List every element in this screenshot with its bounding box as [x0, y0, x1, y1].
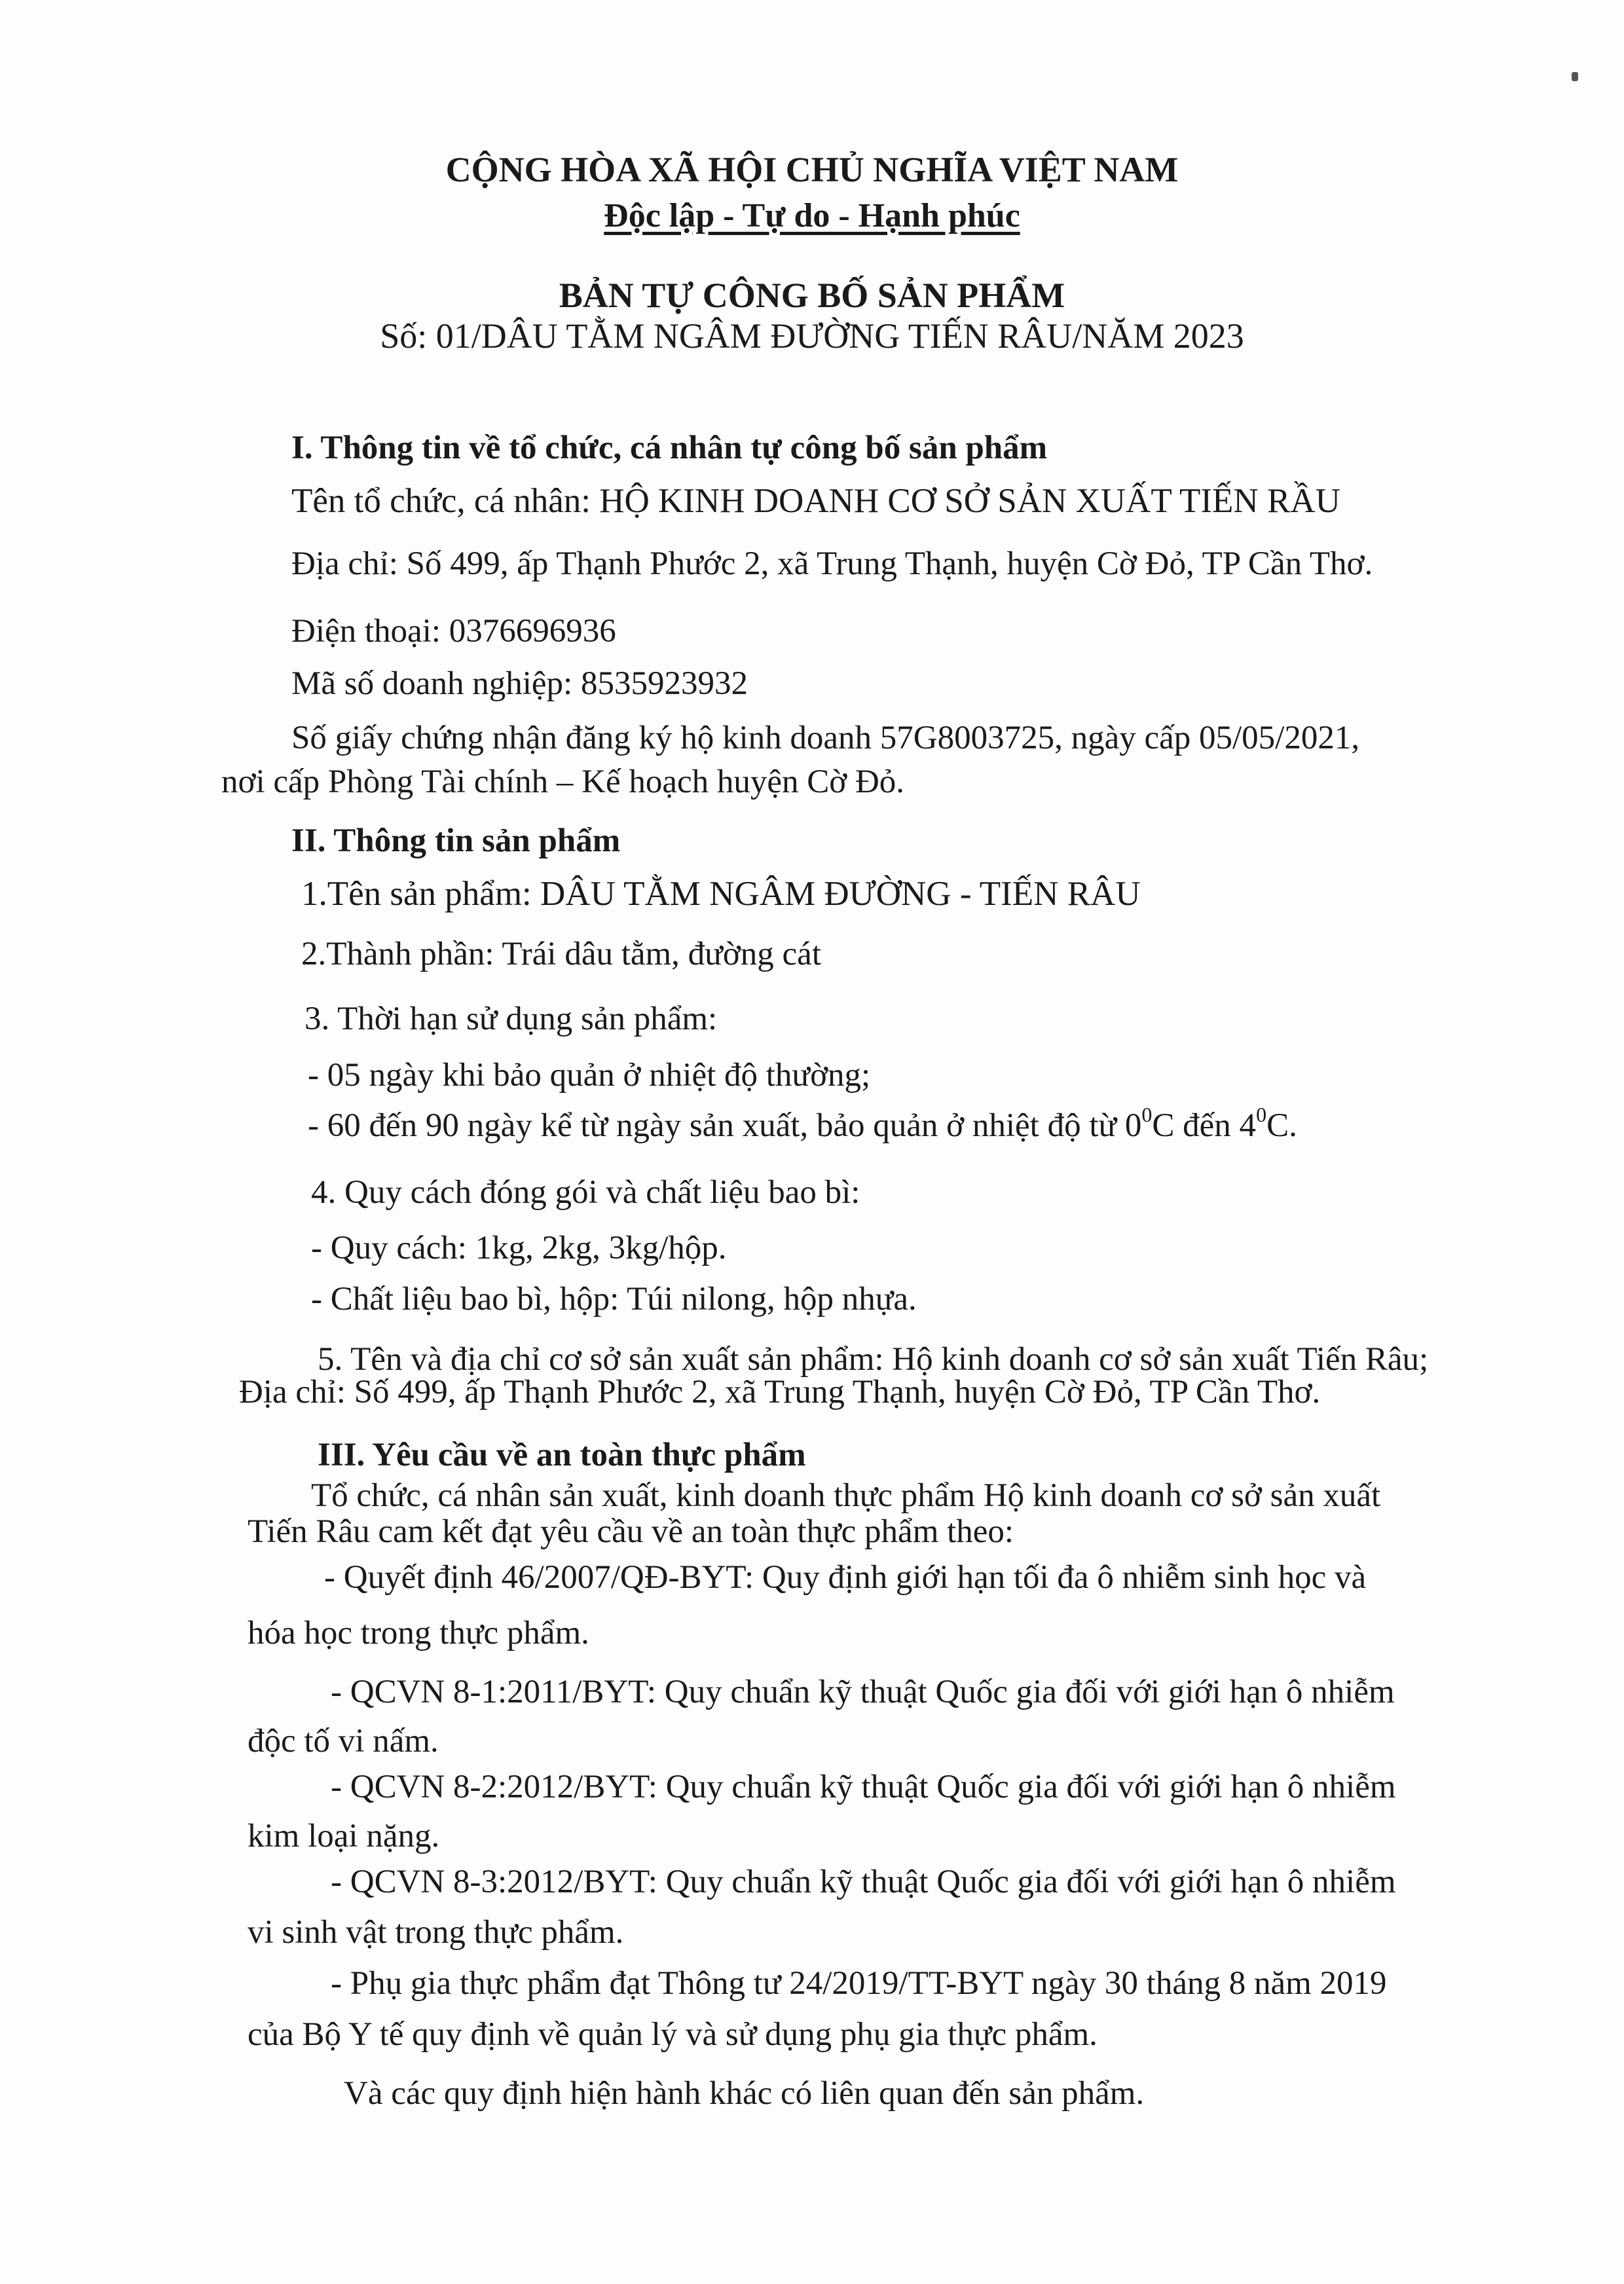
- regulation-5-line-2: của Bộ Y tế quy định về quản lý và sử dụng phụ gia thực phẩm.: [248, 2016, 1098, 2053]
- regulation-2-line-2: độc tố vi nấm.: [248, 1723, 439, 1759]
- food-safety-intro-2: Tiến Râu cam kết đạt yêu cầu về an toàn thực phẩm theo:: [248, 1513, 1014, 1550]
- regulation-1-line-1: - Quyết định 46/2007/QĐ-BYT: Quy định giới hạn tối đa ô nhiễm sinh học và: [324, 1559, 1367, 1596]
- degree-superscript: 0: [1256, 1103, 1267, 1126]
- org-phone: Điện thoại: 0376696936: [291, 613, 616, 650]
- degree-superscript: 0: [1141, 1103, 1153, 1126]
- regulation-4-line-1: - QCVN 8-3:2012/BYT: Quy chuẩn kỹ thuật Quốc gia đối với giới hạn ô nhiễm: [331, 1864, 1396, 1900]
- packing-item-1: - Quy cách: 1kg, 2kg, 3kg/hộp.: [311, 1230, 727, 1266]
- product-ingredients: 2.Thành phần: Trái dâu tằm, đường cát: [301, 936, 821, 972]
- regulation-2-line-1: - QCVN 8-1:2011/BYT: Quy chuẩn kỹ thuật Quốc gia đối với giới hạn ô nhiễm: [331, 1674, 1395, 1710]
- shelf-life-text-b: C đến 4: [1152, 1107, 1257, 1144]
- regulation-1-line-2: hóa học trong thực phẩm.: [248, 1615, 589, 1651]
- shelf-life-text-c: C.: [1266, 1107, 1297, 1144]
- section2-heading: II. Thông tin sản phẩm: [291, 822, 621, 859]
- shelf-life-heading: 3. Thời hạn sử dụng sản phẩm:: [304, 1001, 718, 1037]
- shelf-life-text-a: - 60 đến 90 ngày kể từ ngày sản xuất, bảo quản ở nhiệt độ từ 0: [308, 1107, 1142, 1144]
- food-safety-intro-1: Tổ chức, cá nhân sản xuất, kinh doanh thực phẩm Hộ kinh doanh cơ sở sản xuất: [311, 1477, 1381, 1514]
- license-line-2: nơi cấp Phòng Tài chính – Kế hoạch huyện Cờ Đỏ.: [221, 764, 905, 800]
- section1-heading: I. Thông tin về tổ chức, cá nhân tự công bố sản phẩm: [291, 430, 1048, 466]
- org-name: Tên tổ chức, cá nhân: HỘ KINH DOANH CƠ SỞ SẢN XUẤT TIẾN RẦU: [291, 482, 1340, 520]
- country-header: CỘNG HÒA XÃ HỘI CHỦ NGHĨA VIỆT NAM: [445, 150, 1179, 189]
- section3-heading: III. Yêu cầu về an toàn thực phẩm: [318, 1437, 806, 1473]
- product-name: 1.Tên sản phẩm: DÂU TẰM NGÂM ĐƯỜNG - TIẾN RÂU: [301, 875, 1141, 913]
- org-address: Địa chỉ: Số 499, ấp Thạnh Phước 2, xã Trung Thạnh, huyện Cờ Đỏ, TP Cần Thơ.: [291, 545, 1373, 582]
- license-line-1: Số giấy chứng nhận đăng ký hộ kinh doanh 57G8003725, ngày cấp 05/05/2021,: [291, 720, 1360, 756]
- producer-line-1: 5. Tên và địa chỉ cơ sở sản xuất sản phẩm: Hộ kinh doanh cơ sở sản xuất Tiến Râu;: [318, 1341, 1429, 1378]
- regulation-3-line-2: kim loại nặng.: [248, 1818, 440, 1854]
- document-number: Số: 01/DÂU TẰM NGÂM ĐƯỜNG TIẾN RÂU/NĂM 2023: [380, 316, 1244, 356]
- regulation-4-line-2: vi sinh vật trong thực phẩm.: [248, 1914, 624, 1951]
- packing-item-2: - Chất liệu bao bì, hộp: Túi nilong, hộp nhựa.: [311, 1281, 917, 1317]
- shelf-life-item-2: [308, 1103, 1297, 1145]
- shelf-life-item-1: - 05 ngày khi bảo quản ở nhiệt độ thường;: [308, 1057, 871, 1094]
- packing-heading: 4. Quy cách đóng gói và chất liệu bao bì:: [311, 1174, 860, 1211]
- regulation-5-line-1: - Phụ gia thực phẩm đạt Thông tư 24/2019/TT-BYT ngày 30 tháng 8 năm 2019: [331, 1965, 1387, 2002]
- org-tax-code: Mã số doanh nghiệp: 8535923932: [291, 665, 748, 702]
- scan-speck: [1572, 72, 1578, 81]
- document-title: BẢN TỰ CÔNG BỐ SẢN PHẨM: [559, 276, 1065, 315]
- closing-statement: Và các quy định hiện hành khác có liên quan đến sản phẩm.: [344, 2075, 1145, 2112]
- motto: Độc lập - Tự do - Hạnh phúc: [604, 197, 1020, 234]
- regulation-3-line-1: - QCVN 8-2:2012/BYT: Quy chuẩn kỹ thuật Quốc gia đối với giới hạn ô nhiễm: [331, 1769, 1396, 1805]
- producer-line-2: Địa chỉ: Số 499, ấp Thạnh Phước 2, xã Trung Thạnh, huyện Cờ Đỏ, TP Cần Thơ.: [239, 1374, 1321, 1410]
